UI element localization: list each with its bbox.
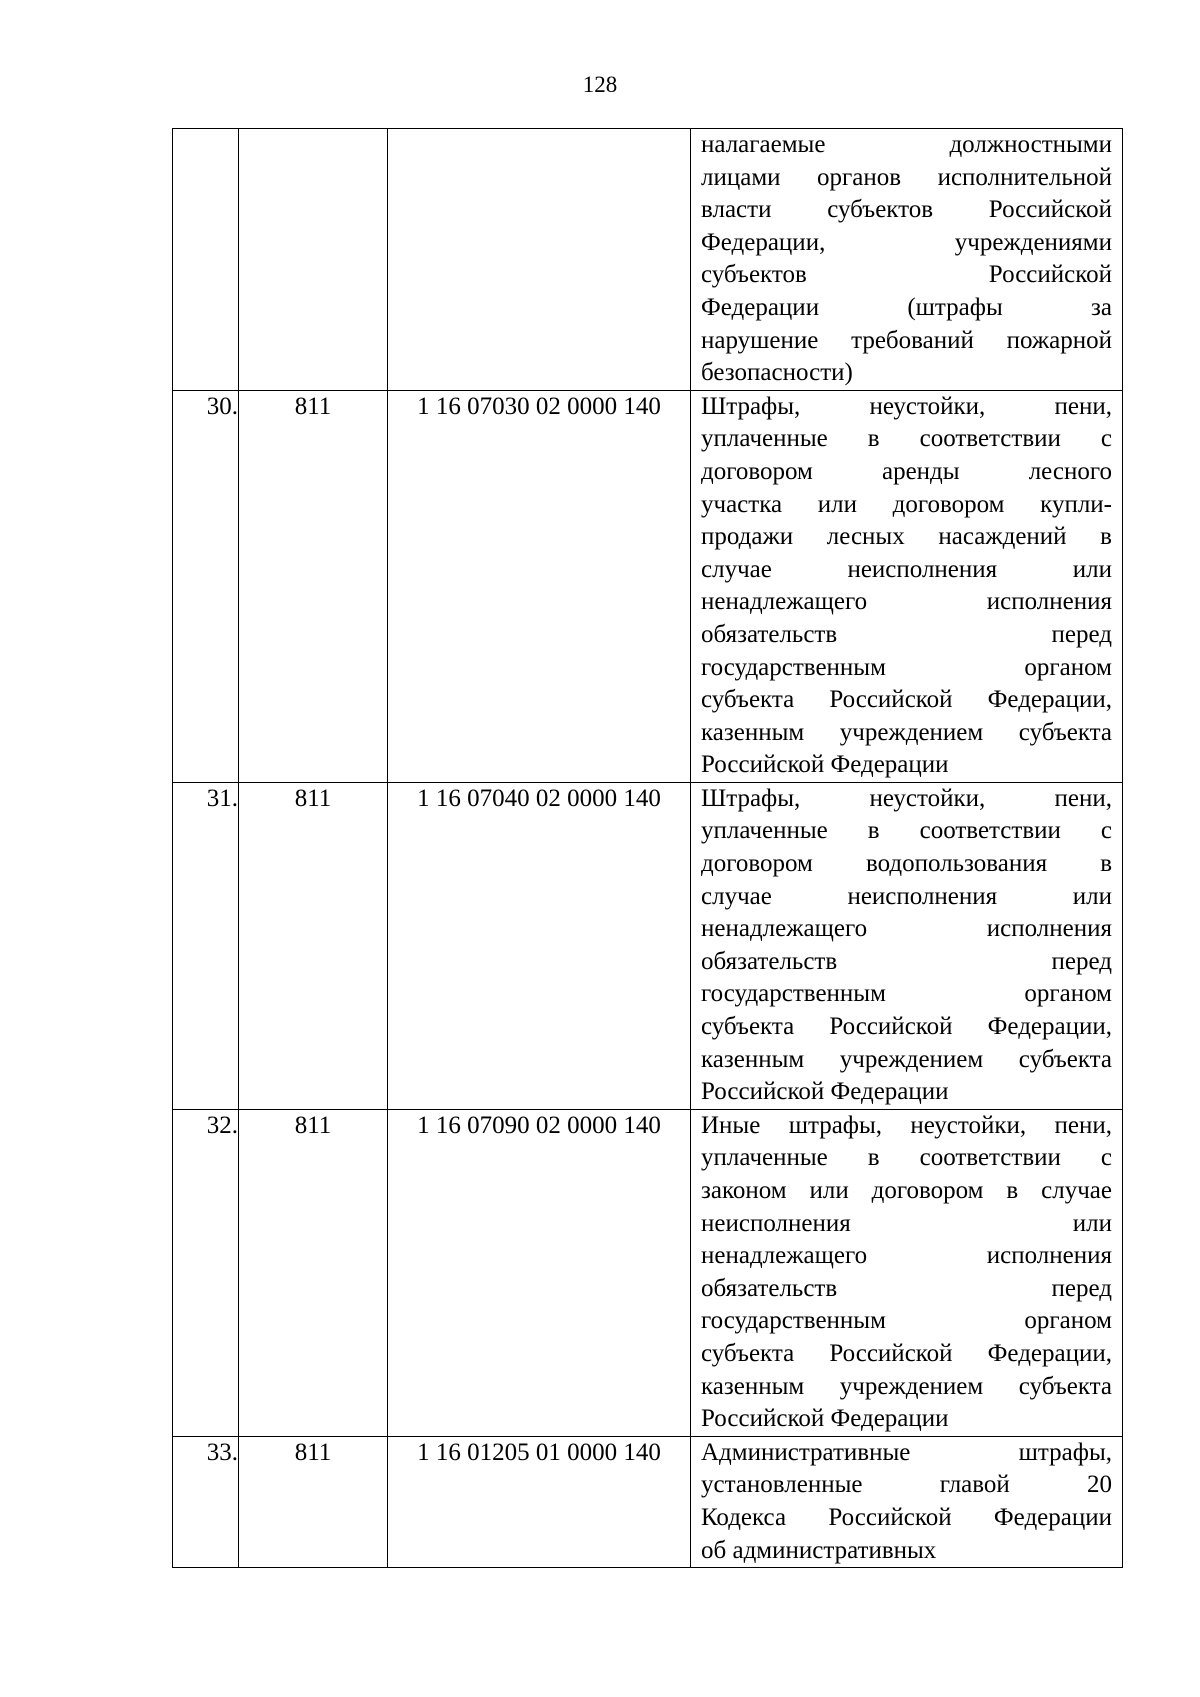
description-line: случае неисполнения или — [701, 555, 1112, 583]
administrator-code-cell — [239, 129, 388, 391]
budget-classification-code-cell: 1 16 07030 02 0000 140 — [388, 390, 691, 782]
budget-codes-table — [172, 128, 1123, 1568]
description-line: нарушение требований пожарной — [701, 326, 1112, 354]
description-line: ненадлежащего исполнения — [701, 1242, 1112, 1270]
description-line: безопасности) — [701, 359, 853, 387]
description-line: Кодекса Российской Федерации — [701, 1503, 1112, 1531]
description-cell — [691, 1436, 1123, 1567]
description-line: субъекта Российской Федерации, — [701, 686, 1112, 714]
description-line: лицами органов исполнительной — [701, 163, 1112, 191]
description-line: Штрафы, неустойки, пени, — [701, 392, 1112, 420]
description-line: договором аренды лесного — [701, 457, 1112, 485]
description-line: казенным учреждением субъекта — [701, 718, 1112, 746]
row-number-cell: 32. — [173, 1109, 239, 1436]
table-body — [173, 129, 1123, 1568]
description-line: Федерации (штрафы за — [701, 293, 1112, 321]
description-line: уплаченные в соответствии с — [701, 425, 1112, 453]
description-line: Российской Федерации — [701, 1078, 949, 1106]
table-row — [173, 1109, 1123, 1436]
description-line: субъекта Российской Федерации, — [701, 1339, 1112, 1367]
description-line: субъекта Российской Федерации, — [701, 1013, 1112, 1041]
description-cell — [691, 390, 1123, 782]
description-line: субъектов Российской — [701, 261, 1112, 289]
description-line: ненадлежащего исполнения — [701, 588, 1112, 616]
description-line: обязательств перед — [701, 620, 1112, 648]
description-line: Штрафы, неустойки, пени, — [701, 784, 1112, 812]
description-line: уплаченные в соответствии с — [701, 817, 1112, 845]
description-line: казенным учреждением субъекта — [701, 1045, 1112, 1073]
description-line: власти субъектов Российской — [701, 196, 1112, 224]
description-line: законом или договором в случае — [701, 1177, 1112, 1204]
description-line: казенным учреждением субъекта — [701, 1372, 1112, 1400]
row-number-cell: 31. — [173, 782, 239, 1109]
description-cell — [691, 1109, 1123, 1436]
description-line: обязательств перед — [701, 947, 1112, 975]
administrator-code-cell: 811 — [239, 390, 388, 782]
description-line: налагаемые должностными — [701, 131, 1112, 158]
description-line: неисполнения или — [701, 1209, 1112, 1237]
description-line: договором водопользования в — [701, 850, 1112, 878]
description-line: ненадлежащего исполнения — [701, 915, 1112, 943]
budget-classification-code-cell: 1 16 01205 01 0000 140 — [388, 1436, 691, 1567]
description-line: случае неисполнения или — [701, 882, 1112, 910]
description-line: об административных — [701, 1536, 937, 1564]
table-row — [173, 129, 1123, 391]
description-line: Административные штрафы, — [701, 1438, 1112, 1466]
description-line: государственным органом — [701, 653, 1112, 681]
description-line: Федерации, учреждениями — [701, 228, 1112, 256]
table-row — [173, 1436, 1123, 1567]
description-line: участка или договором купли- — [701, 490, 1112, 518]
row-number-cell: 33. — [173, 1436, 239, 1567]
row-number-cell — [173, 129, 239, 391]
administrator-code-cell: 811 — [239, 782, 388, 1109]
administrator-code-cell: 811 — [239, 1436, 388, 1567]
description-line: установленные главой 20 — [701, 1471, 1112, 1499]
description-line: Российской Федерации — [701, 751, 949, 779]
description-line: Иные штрафы, неустойки, пени, — [701, 1111, 1112, 1139]
administrator-code-cell: 811 — [239, 1109, 388, 1436]
budget-classification-code-cell: 1 16 07040 02 0000 140 — [388, 782, 691, 1109]
table-row — [173, 782, 1123, 1109]
table-row — [173, 390, 1123, 782]
page-number: 128 — [582, 72, 618, 97]
description-line: государственным органом — [701, 1307, 1112, 1335]
budget-classification-code-cell — [388, 129, 691, 391]
description-line: государственным органом — [701, 980, 1112, 1008]
description-line: продажи лесных насаждений в — [701, 523, 1112, 551]
row-number-cell: 30. — [173, 390, 239, 782]
description-line: обязательств перед — [701, 1274, 1112, 1302]
description-cell — [691, 782, 1123, 1109]
description-line: Российской Федерации — [701, 1405, 949, 1433]
description-line: уплаченные в соответствии с — [701, 1144, 1112, 1172]
budget-classification-code-cell: 1 16 07090 02 0000 140 — [388, 1109, 691, 1436]
description-cell — [691, 129, 1123, 391]
